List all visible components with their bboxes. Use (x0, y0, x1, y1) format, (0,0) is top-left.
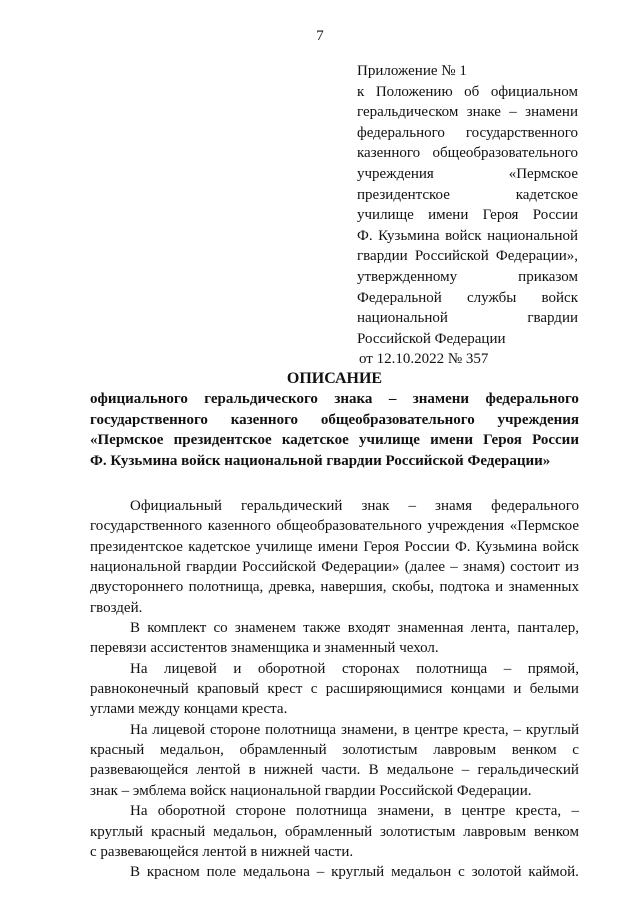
word: также (303, 620, 341, 637)
appendix-date-line: от 12.10.2022 № 357 (359, 351, 489, 368)
word: президентское (357, 186, 450, 203)
word: знак (361, 498, 390, 514)
word: имени (428, 207, 469, 224)
word: президентское (173, 432, 272, 449)
word: Ф. (454, 538, 471, 555)
appendix-line (357, 82, 578, 103)
word: круглый (90, 823, 144, 840)
word: знаменная (397, 620, 464, 637)
word: красном (146, 864, 200, 881)
word: красный (150, 823, 206, 840)
heading-line: Ф. Кузьмина войск национальной гвардии Российской Федерации» (90, 453, 551, 470)
word: геральдический (477, 762, 579, 779)
word: имени (317, 538, 359, 555)
word: обрамленный (239, 742, 327, 759)
word: В (130, 620, 141, 637)
word: службы (467, 289, 517, 306)
word: золотой (471, 864, 522, 881)
word: президентское (90, 538, 183, 555)
word: полотнища (416, 660, 488, 677)
word: крест (267, 681, 303, 698)
word: национальной (90, 559, 181, 576)
word: прямой, (527, 660, 579, 677)
body-line (90, 496, 579, 516)
word: – (513, 721, 522, 738)
word: лавровым (463, 823, 527, 840)
word: знамени (412, 391, 470, 407)
word: полотнища (296, 803, 368, 820)
word: равноконечный (90, 681, 189, 698)
body-line (90, 801, 579, 821)
word: Положению (375, 83, 453, 100)
word: геральдический (240, 498, 343, 514)
word: На (130, 803, 148, 820)
word: – (408, 498, 416, 514)
word: гвардии (357, 248, 408, 265)
word: части. (321, 762, 361, 779)
word: учреждения (427, 518, 505, 535)
word: оборотной (257, 660, 326, 677)
body-line (90, 862, 579, 882)
word: – (461, 762, 470, 779)
word: «Пермское (508, 165, 578, 182)
word: нижней (263, 762, 314, 779)
word: России (532, 432, 579, 449)
word: федерального (485, 391, 579, 407)
body-line (90, 760, 579, 780)
appendix-line: Приложение № 1 (357, 63, 467, 79)
word: казенного (207, 518, 271, 535)
word: со (213, 620, 228, 637)
body-line: углами между концами креста. (90, 701, 288, 718)
word: расширяющимися (325, 681, 443, 698)
word: сторонах (341, 660, 400, 677)
word: и (495, 579, 504, 596)
word: кадетское (188, 538, 251, 555)
word: круглый (331, 864, 385, 881)
word: полотнища, (188, 579, 264, 596)
heading-line (90, 430, 579, 451)
word: знамени, (377, 803, 434, 820)
word: венком (511, 742, 557, 759)
word: казенного (230, 411, 299, 428)
body-line: перевязи ассистентов знаменщика и знаменный чехол. (90, 640, 439, 657)
word: гвардии (186, 559, 237, 576)
word: медальон (391, 864, 452, 881)
word: общеобразовательного (276, 518, 422, 535)
word: знаке (466, 104, 501, 121)
word: национальной (487, 227, 578, 244)
word: кадетское (281, 432, 349, 449)
word: медальоне (386, 762, 454, 779)
word: знаменных (508, 579, 579, 596)
body-line (90, 720, 579, 740)
word: В (130, 864, 141, 881)
word: входят (347, 620, 390, 637)
word: Героя (363, 538, 400, 555)
word: в (248, 762, 256, 779)
word: общеобразовательного (432, 145, 578, 162)
body-line (90, 618, 579, 638)
word: России (532, 207, 578, 224)
word: «Пермское (90, 432, 164, 449)
word: Ф. (357, 227, 373, 244)
word: полотнища (265, 721, 337, 738)
word: каймой. (528, 864, 579, 881)
word: официального (90, 391, 188, 407)
body-line (90, 537, 579, 557)
heading-line (90, 389, 579, 410)
word: белыми (529, 681, 579, 698)
word: утвержденному (357, 268, 458, 285)
word: креста, (462, 721, 509, 738)
word: (далее (404, 559, 445, 576)
word: медальон, (213, 823, 278, 840)
word: На (130, 660, 148, 677)
word: государственного (90, 518, 203, 535)
word: – (571, 803, 579, 820)
heading-title: ОПИСАНИЕ (286, 370, 383, 387)
word: стороне (235, 803, 286, 820)
word: панталер, (517, 620, 579, 637)
word: федерального (357, 124, 445, 141)
appendix-line (357, 205, 578, 226)
word: войск (445, 227, 482, 244)
word: Героя (482, 207, 519, 224)
body-line: знак – эмблема войск национальной гвардии Российской Федерации. (90, 782, 532, 799)
appendix-line (357, 143, 578, 164)
word: венком (534, 823, 579, 840)
word: навершия, (320, 579, 387, 596)
body-line (90, 516, 579, 536)
word: геральдическом (357, 104, 459, 121)
word: комплект (147, 620, 207, 637)
word: подтока (439, 579, 490, 596)
word: училище (255, 538, 313, 555)
body-line: гвоздей. (90, 599, 143, 616)
word: В (368, 762, 379, 779)
word: Кузьмина (475, 538, 538, 555)
body-line: с развевающейся лентой в нижней части. (90, 843, 354, 860)
body-line (90, 557, 579, 577)
word: – (503, 660, 512, 677)
word: скобы, (391, 579, 435, 596)
body-line (90, 740, 579, 760)
word: Героя (483, 432, 522, 449)
word: с (458, 864, 465, 881)
word: центре (414, 721, 459, 738)
word: об (464, 83, 480, 100)
word: России (404, 538, 450, 555)
word: состоит (510, 559, 560, 576)
word: – (509, 104, 517, 121)
body-line (90, 659, 579, 679)
word: Кузьмина (378, 227, 440, 244)
word: в (402, 721, 410, 738)
appendix-line (357, 288, 578, 309)
word: краповый (197, 681, 260, 698)
word: войск (541, 289, 578, 306)
word: обрамленный (285, 823, 373, 840)
word: золотистым (342, 742, 418, 759)
heading-line (90, 410, 579, 431)
word: – (316, 864, 325, 881)
word: федерального (491, 498, 579, 514)
word: креста, (515, 803, 562, 820)
appendix-line (357, 246, 578, 267)
word: концами (450, 681, 506, 698)
word: в (444, 803, 452, 820)
word: и (513, 681, 522, 698)
word: с (310, 681, 318, 698)
word: учреждения (357, 165, 434, 182)
word: приказом (518, 268, 578, 285)
word: лента, (470, 620, 511, 637)
word: Федеральной (357, 289, 442, 306)
word: и (233, 660, 242, 677)
body-line (90, 822, 579, 842)
appendix-line (357, 267, 578, 288)
word: лавровым (433, 742, 497, 759)
word: Российской (242, 559, 316, 576)
word: «Пермское (509, 518, 579, 535)
word: Российской (414, 248, 489, 265)
word: знаменем (234, 620, 296, 637)
word: государственного (465, 124, 578, 141)
word: знамени, (340, 721, 398, 738)
word: учреждения (497, 411, 579, 428)
body-line (90, 577, 579, 597)
word: гвардии (527, 310, 578, 327)
appendix-line (357, 164, 578, 185)
word: из (565, 559, 579, 576)
word: государственного (90, 411, 208, 428)
word: золотистым (380, 823, 456, 840)
word: знака (334, 391, 373, 407)
appendix-line (357, 226, 578, 247)
word: развевающейся (90, 762, 189, 779)
word: знамя) (462, 559, 505, 576)
word: лицевой (152, 721, 206, 738)
word: красный (90, 742, 145, 759)
appendix-line (357, 123, 578, 144)
word: с (572, 742, 579, 759)
word: древка, (268, 579, 316, 596)
word: медальон, (159, 742, 224, 759)
appendix-line (357, 308, 578, 329)
word: геральдического (204, 391, 318, 407)
word: Федерации», (495, 248, 578, 265)
word: войск (542, 538, 579, 555)
word: поле (206, 864, 237, 881)
word: – (388, 391, 397, 407)
word: знамя (435, 498, 473, 514)
word: медальона (242, 864, 310, 881)
word: казенного (357, 145, 421, 162)
document-heading (90, 369, 579, 472)
word: национальной (357, 310, 448, 327)
word: знамени (525, 104, 578, 121)
word: официальном (490, 83, 578, 100)
appendix-line: Российской Федерации (357, 330, 506, 347)
word: – (450, 559, 458, 576)
word: оборотной (157, 803, 226, 820)
document-body (90, 496, 579, 883)
word: На (130, 721, 148, 738)
word: кадетское (515, 186, 578, 203)
word: круглый (525, 721, 579, 738)
appendix-line (357, 185, 578, 206)
word: двустороннего (90, 579, 184, 596)
body-line (90, 679, 579, 699)
word: лицевой (164, 660, 217, 677)
word: стороне (210, 721, 261, 738)
word: общеобразовательного (320, 411, 475, 428)
word: имени (430, 432, 473, 449)
word: к (357, 83, 365, 100)
word: центре (461, 803, 506, 820)
word: училище (357, 207, 414, 224)
appendix-line (357, 102, 578, 123)
word: лентой (196, 762, 241, 779)
word: Официальный (130, 498, 222, 514)
page-number: 7 (316, 28, 324, 44)
word: Федерации» (321, 559, 400, 576)
appendix-block (357, 61, 578, 370)
word: училище (358, 432, 420, 449)
